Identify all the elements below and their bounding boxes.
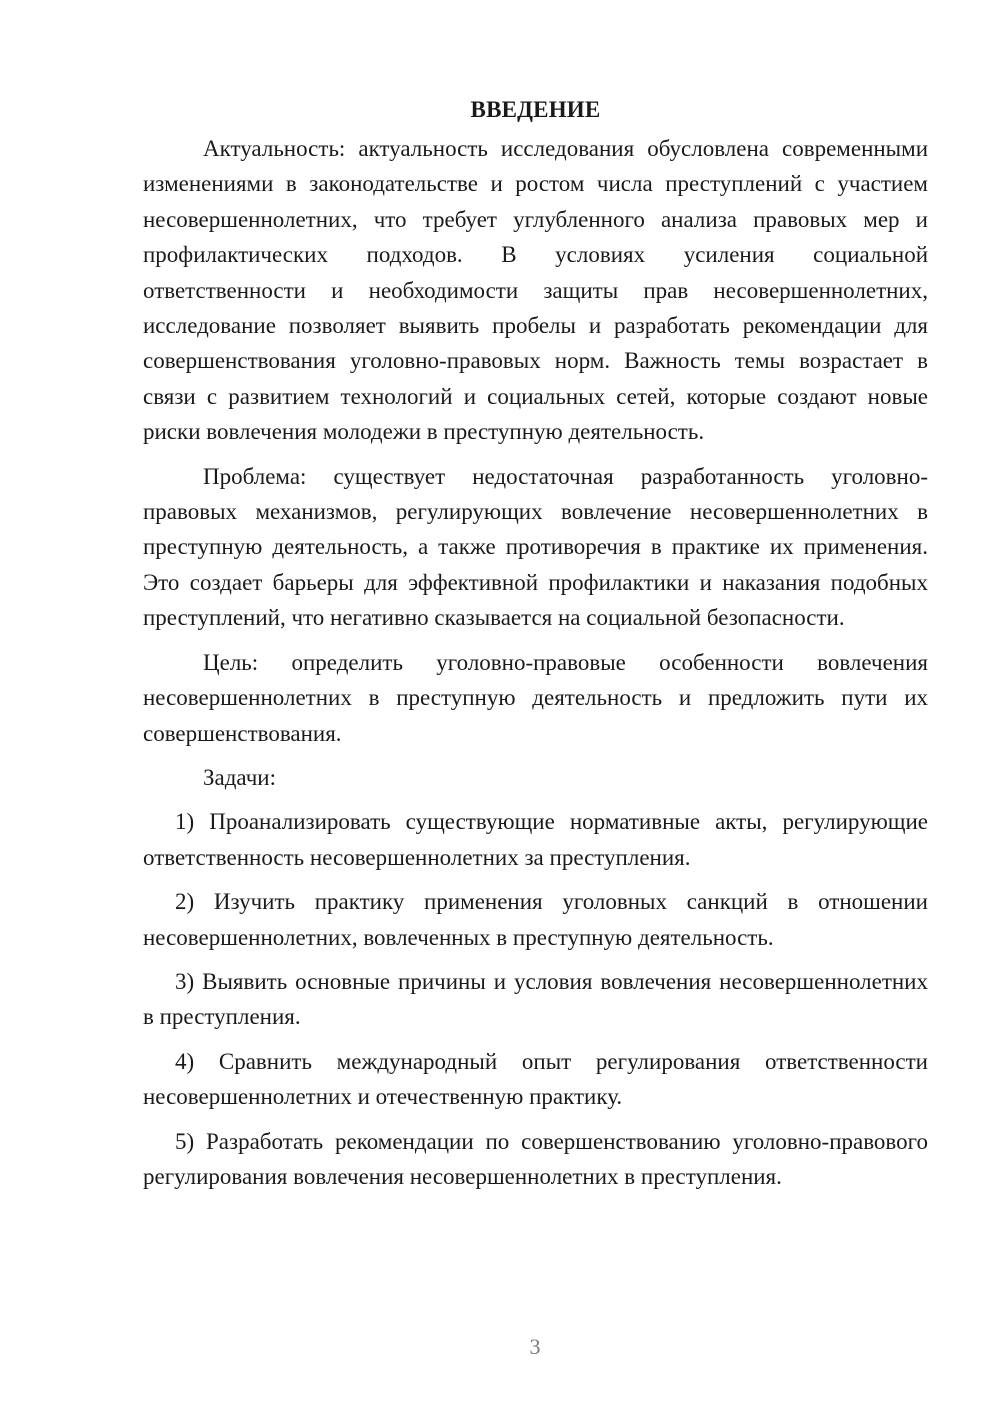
task-item-4: 4) Сравнить международный опыт регулирования ответственности несовершеннолетних и отечественную практику.	[143, 1048, 928, 1110]
section-title: ВВЕДЕНИЕ	[470, 97, 601, 122]
document-page	[143, 92, 928, 1194]
task-item-2: 2) Изучить практику применения уголовных санкций в отношении несовершеннолетних, вовлеченных в преступную деятельность.	[143, 889, 928, 950]
task-item-3: 3) Выявить основные причины и условия вовлечения несовершеннолетних в преступления.	[143, 968, 928, 1030]
task-item-5: 5) Разработать рекомендации по совершенствованию уголовно-правового регулирования вовлечения несовершеннолетних в преступления.	[143, 1128, 928, 1189]
paragraph-tasks-heading: Задачи:	[203, 764, 276, 790]
paragraph-relevance: Актуальность: актуальность исследования обусловлена современными изменениями в законодательстве и ростом числа преступлений с участием несовершеннолетних, что требует углубленного анализа правовых мер и профилактических подходов. В условиях усиления социальной ответственности и необходимости защиты прав несовершеннолетних, исследование позволяет выявить пробелы и разработать рекомендации для совершенствования уголовно-правовых норм. Важность темы возрастает в связи с развитием технологий и социальных сетей, которые создают новые риски вовлечения молодежи в преступную деятельность.	[143, 136, 928, 445]
task-item-1: 1) Проанализировать существующие нормативные акты, регулирующие ответственность несовершеннолетних за преступления.	[143, 809, 928, 870]
paragraph-goal: Цель: определить уголовно-правовые особенности вовлечения несовершеннолетних в преступную деятельность и предложить пути их совершенствования.	[143, 649, 928, 746]
paragraph-problem: Проблема: существует недостаточная разработанность уголовно-правовых механизмов, регулирующих вовлечение несовершеннолетних в преступную деятельность, а также противоречия в практике их применения. Это создает барьеры для эффективной профилактики и наказания подобных преступлений, что негативно сказывается на социальной безопасности.	[143, 463, 928, 631]
page-number: 3	[529, 1334, 541, 1359]
